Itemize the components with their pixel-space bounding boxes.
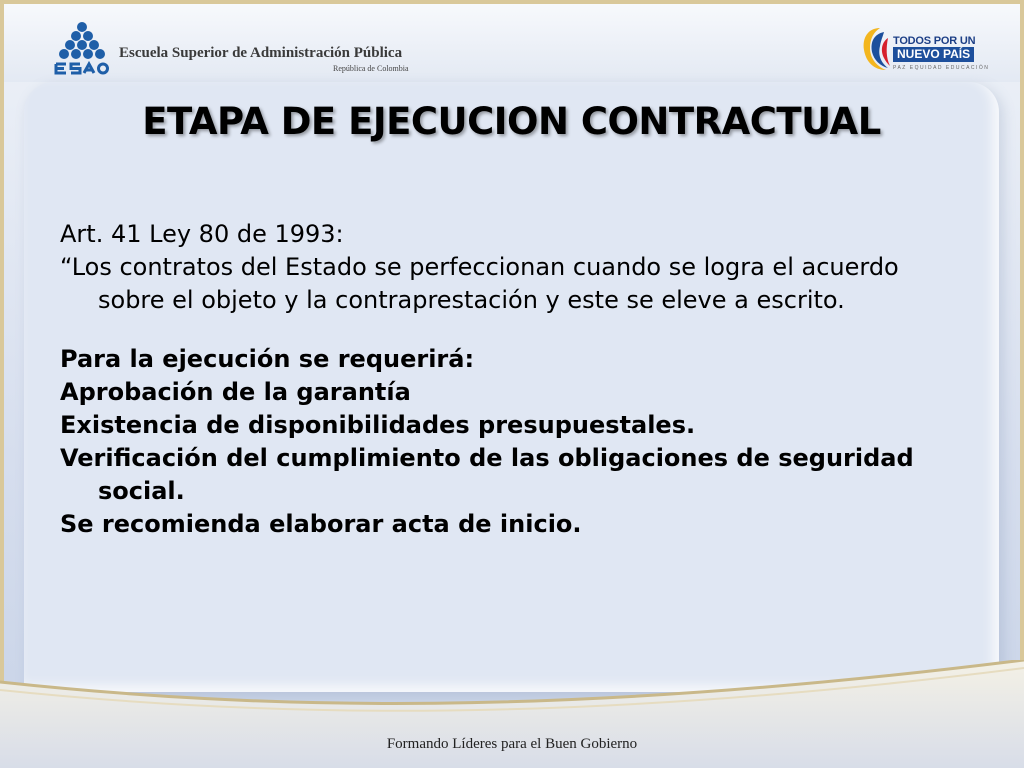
list-item: Aprobación de la garantía [60, 378, 411, 406]
org-name: Escuela Superior de Administración Pública [119, 45, 403, 61]
list-item: Se recomienda elaborar acta de inicio. [60, 510, 582, 538]
esap-logo-icon [52, 20, 112, 76]
slide-title: ETAPA DE EJECUCION CONTRACTUAL [142, 100, 881, 143]
org-country: República de Colombia [333, 64, 409, 73]
list-item: Existencia de disponibilidades presupuestales. [60, 411, 696, 439]
todos-por-un-nuevo-pais-logo-icon [858, 24, 890, 74]
gov-logo-line1: TODOS POR UN [893, 35, 976, 47]
gov-logo-line2: NUEVO PAÍS [893, 47, 974, 62]
footer-tagline: Formando Líderes para el Buen Gobierno [386, 736, 638, 752]
article-quote: “Los contratos del Estado se perfeccionan cuando se logra el acuerdo sobre el objeto y la contraprestación y este se eleve a escrito. [60, 253, 899, 314]
list-item: Verificación del cumplimiento de las obligaciones de seguridad social. [60, 444, 914, 505]
slide-body [60, 218, 960, 541]
requirements-heading: Para la ejecución se requerirá: [60, 345, 475, 373]
article-reference: Art. 41 Ley 80 de 1993: [60, 220, 344, 248]
gov-logo-line3: PAZ EQUIDAD EDUCACIÓN [893, 65, 990, 71]
